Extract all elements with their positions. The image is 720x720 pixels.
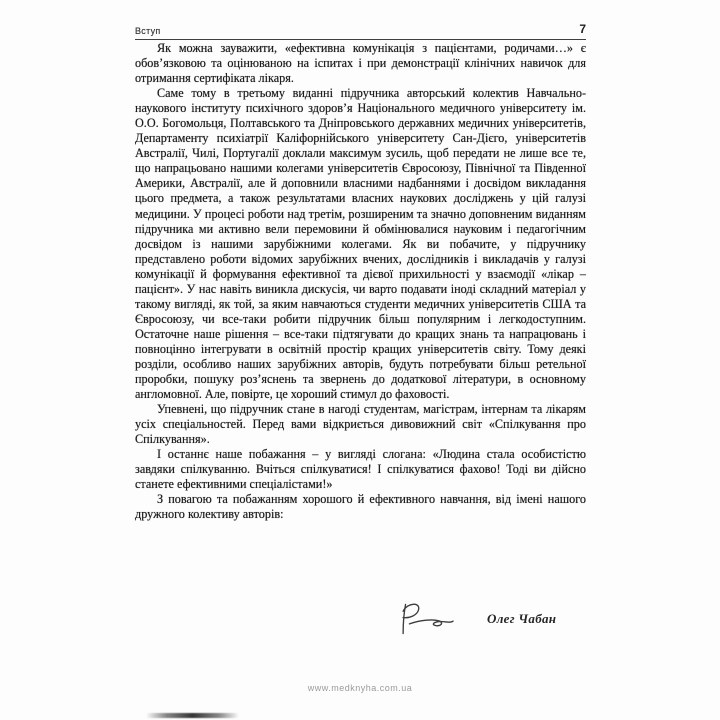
running-head-section-title: Вступ: [135, 26, 161, 36]
page-number: 7: [579, 22, 586, 36]
paragraph-slogan: І останнє наше побажання – у вигляді слогана: «Людина стала особистістю завдяки спілкуванню. Вчіться спілкуватися! І спілкуватися фахово! Тоді ви дійсно станете ефективними спеціалістами!»: [135, 447, 586, 492]
page-header: [135, 22, 586, 40]
paragraph-main: Саме тому в третьому виданні підручника авторський колектив Навчально-наукового інституту психічного здоров’я Національного медичного університету ім. О.О. Богомольця, Полтавського та Дніпровського державних медичних університетів, Департаменту психіатрії Каліфорнійського університету Сан-Дієго, університетів Австралії, Чилі, Португалії доклали максимум зусиль, щоб передати не лише все те, що напрацьовано нашими колегами університетів Євросоюзу, Північної та Південної Америки, Австралії, але й доповнили власними надбаннями і досвідом викладання цього предмета, а також результатами власних наукових досліджень у цій галузі медицини. У процесі роботи над третім, розширеним та значно доповненим виданням підручника ми активно вели перемовини й обмінювалися науковим і педагогічним досвідом із нашими зарубіжними колегами. Як ви побачите, у підручнику представлено роботи відомих зарубіжних вчених, дослідників і викладачів у галузі комунікації й формування ефективної та дієвої прихильності у взаємодії «лікар – пацієнт». У нас навіть виникла дискусія, чи варто подавати іноді складний матеріал у такому вигляді, як той, за яким навчаються студенти медичних університетів США та Євросоюзу, чи все-таки робити підручник більш популярним і легкодоступним. Остаточне наше рішення – все-таки підтягувати до кращих знань та напрацювань і повноцінно інтегрувати в освітній простір кращих університетів світу. Тому деякі розділи, особливо наших зарубіжних авторів, будуть потребувати більш ретельної проробки, пошуку роз’яснень та звернень до додаткової літератури, в основному англомовної. Але, повірте, це хороший стимул до фаховості.: [135, 86, 586, 402]
handwritten-signature-icon: [391, 600, 455, 638]
scan-edge-bar: [146, 713, 239, 718]
paragraph-closing: З повагою та побажанням хорошого й ефективного навчання, від імені нашого дружного колективу авторів:: [135, 492, 586, 522]
paragraph-intro: Як можна зауважити, «ефективна комунікація з пацієнтами, родичами…» є обов’язковою та оцінюваною на іспитах і при демонстрації клінічних навичок для отримання сертифіката лікаря.: [135, 41, 586, 86]
author-name: Олег Чабан: [487, 611, 557, 626]
paragraph-audience: Упевнені, що підручник стане в нагоді студентам, магістрам, інтернам та лікарям усіх спеціальностей. Перед вами відкриється дивовижний світ «Спілкування про Спілкування».: [135, 402, 586, 447]
publisher-url: www.medknyha.com.ua: [307, 683, 413, 693]
body-text: [135, 41, 586, 523]
